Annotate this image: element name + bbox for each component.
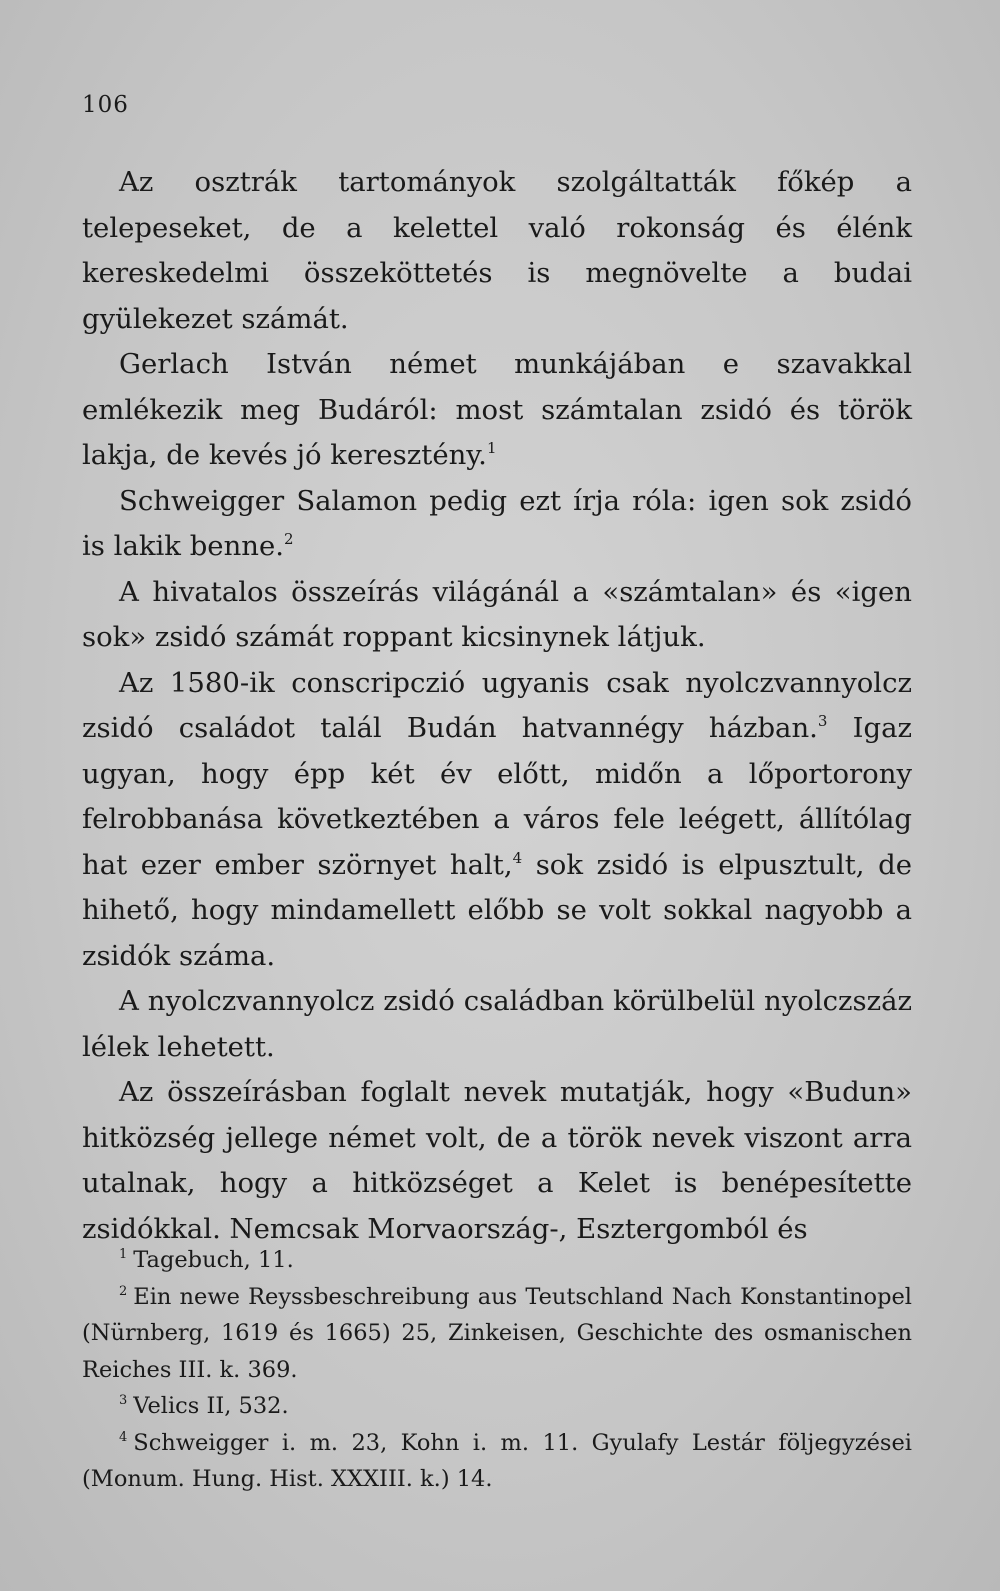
footnote-number: 1 (119, 1247, 128, 1262)
paragraph (82, 1070, 912, 1252)
footnote-reference: 4 (512, 848, 523, 867)
paragraph-text: A hivatalos összeírás világánál a «számtalan» és «igen sok» zsidó számát roppant kicsinynek látjuk. (82, 575, 912, 653)
footnote-number: 4 (119, 1429, 128, 1445)
footnote (82, 1425, 912, 1498)
paragraph-text: Az összeírásban foglalt nevek mutatják, hogy «Budun» hitközség jellege német volt, de a török nevek viszont arra utalnak, hogy a hitközséget a Kelet is benépesítette zsidókkal. Nemcsak Morvaország-, Esztergomból és (82, 1076, 912, 1245)
footnote-text: Velics II, 532. (133, 1393, 289, 1419)
footnote (82, 1279, 912, 1389)
paragraph-text: Gerlach István német munkájában e szavakkal emlékezik meg Budáról: most számtalan zsidó és török lakja, de kevés jó keresztény. (82, 348, 912, 471)
paragraph-text: sok zsidó is elpusztult, de hihető, hogy mindamellett előbb se volt sokkal nagyobb a zsidók száma. (82, 848, 912, 972)
footnotes (82, 1242, 912, 1498)
body-text (82, 160, 912, 1252)
paragraph (82, 160, 912, 342)
footnote-number: 2 (119, 1283, 128, 1299)
footnote-number: 3 (119, 1393, 128, 1408)
footnote-reference: 1 (486, 439, 497, 457)
footnote-text: Schweigger i. m. 23, Kohn i. m. 11. Gyulafy Lestár följegyzései (Monum. Hung. Hist. XXXIII. k.) 14. (82, 1429, 912, 1492)
footnote (82, 1388, 912, 1425)
paragraph (82, 479, 912, 570)
paragraph-text: Az 1580-ik conscripczió ugyanis csak nyolczvannyolcz zsidó családot talál Budán hatvannégy házban. (82, 666, 912, 744)
footnote (82, 1242, 912, 1279)
footnote-reference: 2 (284, 530, 294, 548)
page-number: 106 (82, 92, 129, 118)
paragraph-text: Az osztrák tartományok szolgáltatták főkép a telepeseket, de a kelettel való rokonság és élénk kereskedelmi összeköttetés is megnövelte a budai gyülekezet számát. (82, 166, 912, 335)
footnote-text: Ein newe Reyssbeschreibung aus Teutschland Nach Konstantinopel (Nürnberg, 1619 és 1665) 25, Zinkeisen, Geschichte des osmanischen Reiches III. k. 369. (82, 1283, 912, 1383)
paragraph (82, 570, 912, 661)
paragraph-text: A nyolczvannyolcz zsidó családban körülbelül nyolczszáz lélek lehetett. (82, 985, 912, 1063)
paragraph (82, 979, 912, 1070)
paragraph (82, 661, 912, 980)
paragraph-text: Schweigger Salamon pedig ezt írja róla: igen sok zsidó is lakik benne. (82, 484, 912, 562)
footnote-reference: 3 (817, 712, 828, 730)
paragraph (82, 342, 912, 479)
paragraph-text: Igaz ugyan, hogy épp két év előtt, midőn a lőportorony felrobbanása következtében a város fele leégett, állítólag hat ezer ember szörnyet halt, (82, 712, 913, 881)
footnote-text: Tagebuch, 11. (133, 1247, 294, 1273)
